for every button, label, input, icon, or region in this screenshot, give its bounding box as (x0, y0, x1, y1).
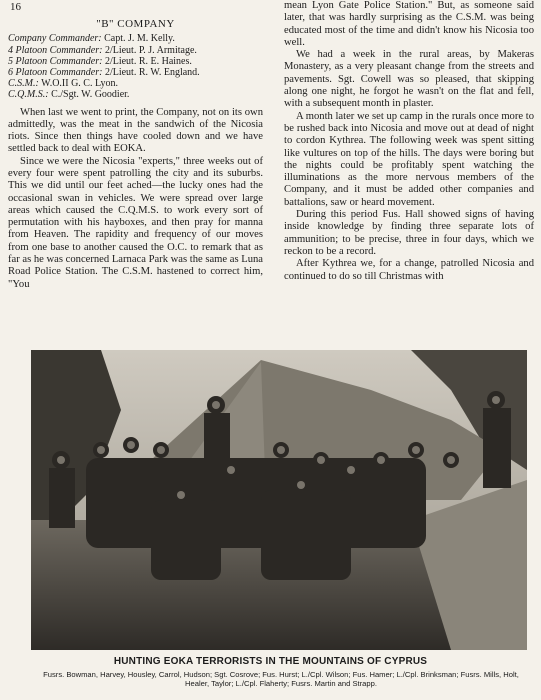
company-roster (8, 33, 263, 100)
photo-caption-title: HUNTING EOKA TERRORISTS IN THE MOUNTAINS OF CYPRUS (113, 656, 428, 667)
article-paragraph: A month later we set up camp in the rurals once more to be rushed back into Nicosia and move out at dead of night to cordon Kythrea. The following week was spent sitting like vultures on top of the hills. The days were boring but the nights could be profitably spent watching the illuminations as the more nervous members of the Company, and it must be added other companies and battalions, saw or heard movement. (284, 110, 534, 208)
roster-name: C./Sgt. W. Goodier. (51, 89, 130, 101)
roster-name: 2/Lieut. P. J. Armitage. (104, 44, 197, 56)
roster-role: Company Commander: (8, 33, 102, 45)
roster-role: 4 Platoon Commander: (8, 44, 103, 56)
article-paragraph: After Kythrea we, for a change, patrolled Nicosia and continued to do so till Christmas with (284, 258, 534, 282)
photo-caption-names: Fusrs. Bowman, Harvey, Housley, Carrol, Hudson; Sgt. Cosrove; Fus. Hurst; L./Cpl. Wilson; Fus. Hamer; L./Cpl. Brinksman; Fusrs. Mills, Holt, Healer, Taylor; L./Cpl. Flaherty; Fusrs. Martin and Strapp. (43, 670, 519, 688)
article-paragraph: During this period Fus. Hall showed signs of having inside knowledge by finding three separate lots of ammunition; to be precise, three in four days, which we reckon to be a record. (284, 209, 534, 257)
roster-row (8, 67, 263, 78)
group-photo-image (31, 350, 527, 650)
roster-row (8, 56, 263, 67)
article-paragraph: When last we went to print, the Company, not on its own admittedly, was the meat in the sandwich of the Nicosia riots. Since then things have cooled down and we have settled back to deal with EOKA. (8, 106, 263, 155)
roster-row (8, 78, 263, 89)
roster-name: 2/Lieut. R. E. Haines. (104, 55, 192, 67)
page-number: 16 (10, 1, 21, 13)
roster-name: W.O.II G. C. Lyon. (41, 78, 119, 90)
roster-role: C.Q.M.S.: (8, 89, 49, 101)
article-left-column (8, 18, 263, 291)
article-paragraph: Since we were the Nicosia "experts," three weeks out of every four were spent patrolling the city and its suburbs. This we did until our feet ached—the lucky ones had the occasional swan in vehicles. We were spread over large areas which caused the C.Q.M.S. to work every sort of permutation with his hayboxes, and then pray for manna from Heaven. The rapidity and frequency of our moves from one base to another caused the O.C. to remark that as far as he was concerned Larnaca Park was the same as Luna Road Police Station. The C.S.M. hastened to correct him, "You (8, 155, 264, 290)
roster-role: C.S.M.: (8, 78, 39, 90)
roster-name: 2/Lieut. R. W. England. (104, 66, 200, 78)
roster-row (8, 33, 263, 44)
article-paragraph: We had a week in the rural areas, by Makeras Monastery, as a very pleasant change from the streets and pavements. Sgt. Cowell was so pleased, that skipping along one night, he forgot he wasn't on the flat and fell, with a subsequent month in plaster. (284, 49, 534, 110)
roster-name: Capt. J. M. Kelly. (104, 33, 175, 45)
article-right-column (284, 0, 534, 283)
article-paragraph: mean Lyon Gate Police Station." But, as someone said later, that was hardly surprising as the C.S.M. was being educated most of the time and didn't know his Nicosia too well. (284, 0, 534, 48)
roster-role: 5 Platoon Commander: (8, 55, 103, 67)
roster-row (8, 45, 263, 56)
group-photo (31, 350, 527, 650)
roster-row (8, 89, 263, 100)
roster-role: 6 Platoon Commander: (8, 66, 103, 78)
article-heading: "B" COMPANY (96, 18, 175, 30)
